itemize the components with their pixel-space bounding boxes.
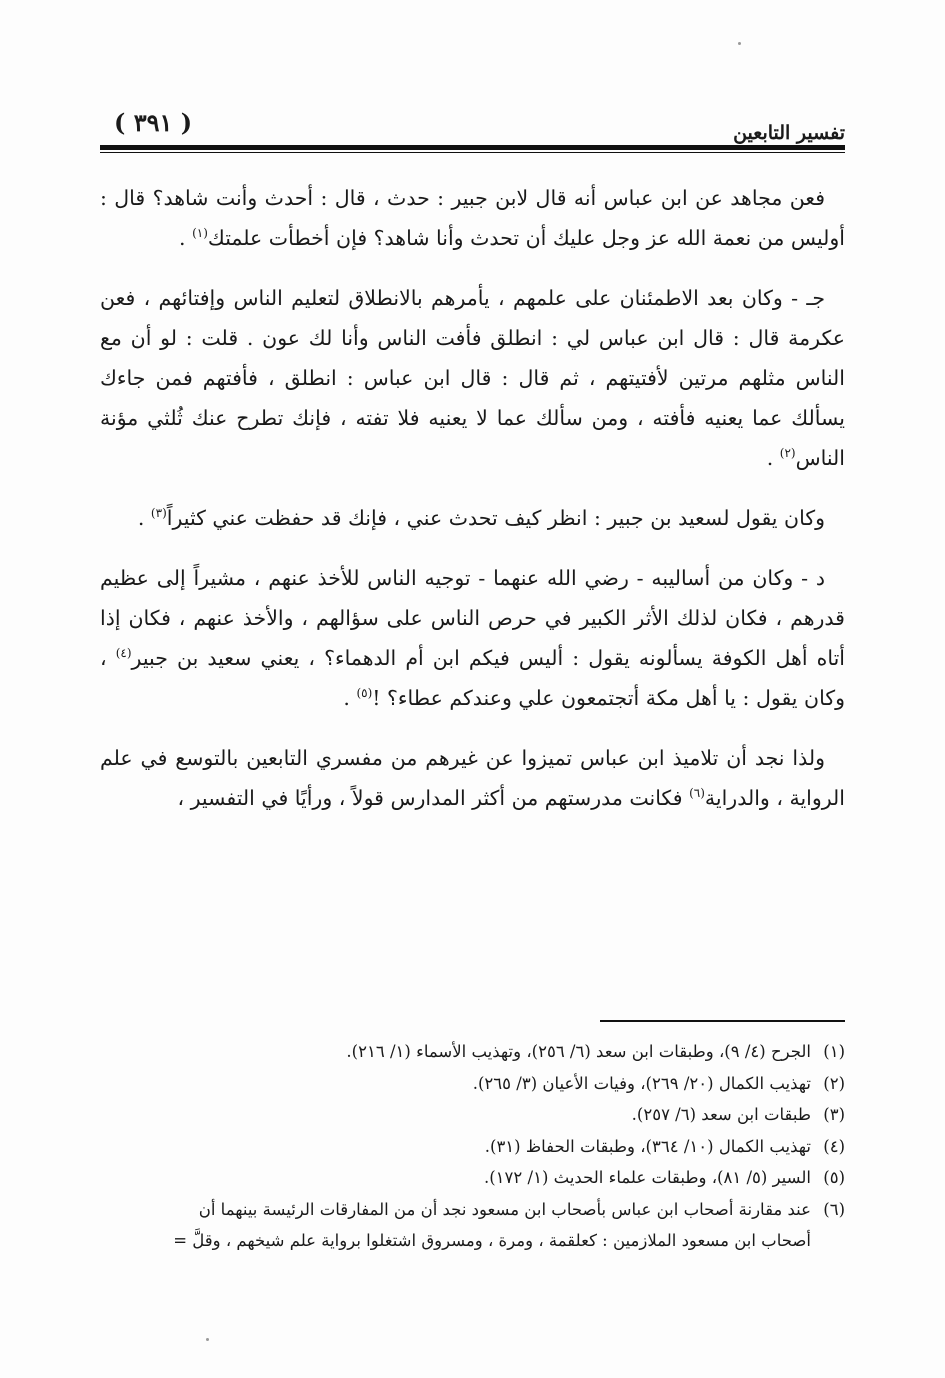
footnote-ref: (٥) bbox=[356, 686, 373, 701]
footnote: (٣)طبقات ابن سعد (٦/ ٢٥٧). bbox=[631, 1105, 845, 1124]
paragraph: ولذا نجد أن تلاميذ ابن عباس تميزوا عن غيرهم من مفسري التابعين بالتوسع في علم الرواية ، والدراية$^{(٦)}$ فكانت مدرستهم من أكثر المدارس قولاً ، ورأيًا في التفسير ، bbox=[100, 746, 845, 810]
paragraph: د - وكان من أساليبه - رضي الله عنهما - توجيه الناس للأخذ عنهم ، مشيراً إلى عظيم قدرهم ، فكان لذلك الأثر الكبير في حرص الناس على سؤالهم ، والأخذ عنهم ، فكان إذا أتاه أهل الكوفة يسألونه يقول : أليس فيكم ابن أم الدهماء؟ ، يعني سعيد بن جبير$^{(٤)}$ ، وكان يقول : يا أهل مكة أتجتمعون علي وعندكم عطاء؟ !$^{(٥)}$ . bbox=[100, 566, 845, 710]
paragraph: فعن مجاهد عن ابن عباس أنه قال لابن جبير : حدث ، قال : أحدث وأنت شاهد؟ قال : أوليس من نعمة الله عز وجل عليك أن تحدث وأنا شاهد؟ فإن أخطأت علمتك$^{(١)}$ . bbox=[100, 186, 845, 250]
header-rule-thin bbox=[100, 152, 845, 153]
footnote-ref: (٣) bbox=[150, 506, 167, 521]
paragraph: جـ - وكان بعد الاطمئنان على علمهم ، يأمرهم بالانطلاق لتعليم الناس وإفتائهم ، فعن عكرمة قال : قال ابن عباس لي : انطلق فأفت الناس وأنا لك عون . قلت : لو أن مع الناس مثلهم مرتين لأفتيتهم ، ثم قال : قال ابن عباس : انطلق ، فأفتهم فمن جاءك يسألك عما يعنيه فأفته ، ومن سألك عما لا يعنيه فلا تفته ، فإنك تطرح عنك ثُلثي مؤنة الناس$^{(٢)}$ . bbox=[100, 286, 845, 470]
footnote: (٢)تهذيب الكمال (٢٠/ ٢٦٩)، وفيات الأعيان (٣/ ٢٦٥). bbox=[472, 1073, 845, 1093]
footnote: (٥)السير (٥/ ٨١)، وطبقات علماء الحديث (١/ ١٧٢). bbox=[483, 1168, 845, 1187]
scan-speck bbox=[738, 42, 741, 45]
header-rule-thick bbox=[100, 145, 845, 150]
scan-speck bbox=[206, 1338, 209, 1341]
page-header bbox=[100, 108, 845, 144]
main-text bbox=[100, 178, 845, 838]
page-number: ( ٣٩١ ) bbox=[114, 108, 193, 137]
footnotes bbox=[80, 1036, 845, 1257]
footnote-ref: (١) bbox=[192, 226, 208, 241]
footnote: (٦)عند مقارنة أصحاب ابن عباس بأصحاب ابن مسعود نجد أن من المفارقات الرئيسة بينهما أن bbox=[198, 1199, 845, 1219]
footnote-continuation: أصحاب ابن مسعود الملازمين : كعلقمة ، ومرة ، ومسروق اشتغلوا برواية علم شيخهم ، وقلَّ = bbox=[173, 1231, 811, 1250]
footnote: (١)الجرح (٤/ ٩)، وطبقات ابن سعد (٦/ ٢٥٦)، وتهذيب الأسماء (١/ ٢١٦). bbox=[346, 1042, 845, 1061]
footnote-ref: (٤) bbox=[115, 646, 132, 661]
footnote: (٤)تهذيب الكمال (١٠/ ٣٦٤)، وطبقات الحفاظ (٣١). bbox=[484, 1136, 845, 1156]
running-title: تفسير التابعين bbox=[733, 122, 845, 144]
footnote-ref: (٢) bbox=[779, 446, 796, 461]
footnote-ref: (٦) bbox=[689, 786, 705, 801]
footnote-separator bbox=[600, 1020, 845, 1022]
paragraph: وكان يقول لسعيد بن جبير : انظر كيف تحدث عني ، فإنك قد حفظت عني كثيراً$^{(٣)}$ . bbox=[137, 506, 825, 530]
